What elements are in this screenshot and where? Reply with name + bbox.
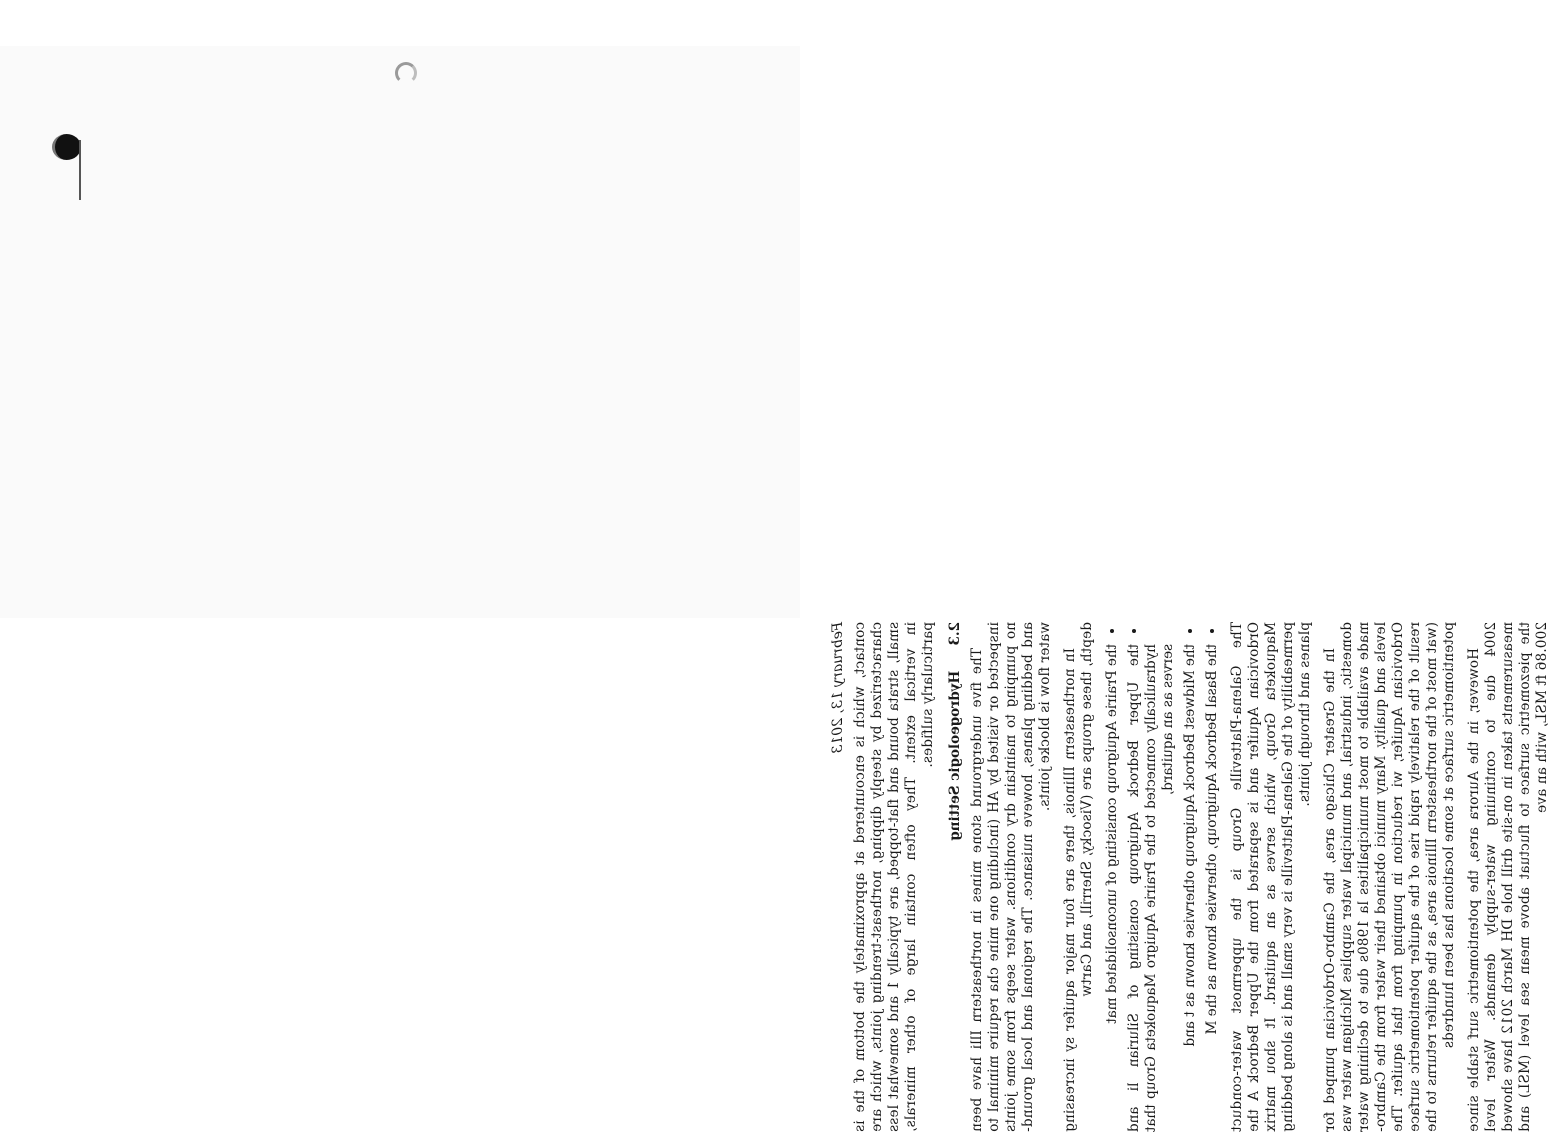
list-item: • the Basal Bedrock Aquigroup, otherwise known as the M: [1204, 644, 1221, 1132]
aquifer-list: [1104, 622, 1221, 1132]
section-number: 2.3: [947, 622, 963, 646]
binder-mark: [79, 140, 81, 200]
paragraph-aurora: However, in the Aurora area, the potentiometric surf stable since 2004 due to continuing water-supply demands. Water level measurements taken in on-site drill hole DH March 2012 have showed the piezometric surface to fluctuat above mean sea level (MSL) and 200.86 ft MSL, with an ave: [1466, 622, 1550, 1132]
binder-hole-icon: [395, 62, 417, 84]
section-title: Hydrogeologic Setting: [947, 670, 963, 841]
list-item: • the Prairie Aquigroup consisting of unconsolidated mat: [1104, 644, 1121, 1132]
paper-sheet: [0, 46, 800, 618]
paragraph-galena: The Galena-Platteville Group is the uppermost water-conduct Ordovician Aquifer and is separated from the Upper Bedrock A the Maquoketa Group, which serves as an aquitard. It shou matrix permeability of the Galena-Platteville is very small and is along bedding planes and through joints.: [1229, 622, 1313, 1132]
section-heading: [947, 622, 963, 1132]
list-item: • the Midwest Bedrock Aquigroup otherwise known as t and: [1182, 644, 1199, 1132]
intro-paragraph: contact, which is encountered at approximately the bottom of the is characterized by steeply dipping, northeast-trending joints, which are small, strata bound and flat-topped, are typically 1 and somewhat less in vertical extent. They often contain large of other minerals, particularly sulfides.: [852, 622, 936, 1132]
list-item: • the Upper Bedrock Aquigroup consisting of Silurian li and hydraulically connected to the Prairie Aquigro Maquoketa Group that serves as an aquitard,: [1126, 644, 1177, 1132]
paragraph-mines: The five underground stone mines in northeastern Illi have been inspected or visited by AH (including one mine cha require minimal to no pumping to maintain dry conditions. water seeps from some joints and bedding planes, howeve nuisance. The regional and local ground-water flow is blocke joints.: [969, 622, 1053, 1132]
binder-hole-icon: [52, 134, 81, 160]
document-date: February 13, 2013: [830, 622, 846, 754]
paragraph-aquifer-intro: In northeastern Illinois, there are four major aquifer sy increasing depth, these groups are (Visocky, Sherrill, and Cartw: [1062, 622, 1095, 1132]
paragraph-chicago: In the Greater Chicago area, the Cambro-Ordovician pumped for domestic, industrial, and municipal water supplies Michigan water was made available to most municipalities la 1980s due to declining water levels and quality. Many munici obtained their water from the Cambro-Ordovician Aquifer, wi reduction in pumping from that aquifer. The result of the relatively rapid rise of the aquifer potentiometric surface (wat most of the northeastern Illinois area, as the aquifer returns to the potentiometric surface at some locations has been hundreds: [1322, 622, 1457, 1132]
rotated-document-text: [830, 622, 1550, 1132]
